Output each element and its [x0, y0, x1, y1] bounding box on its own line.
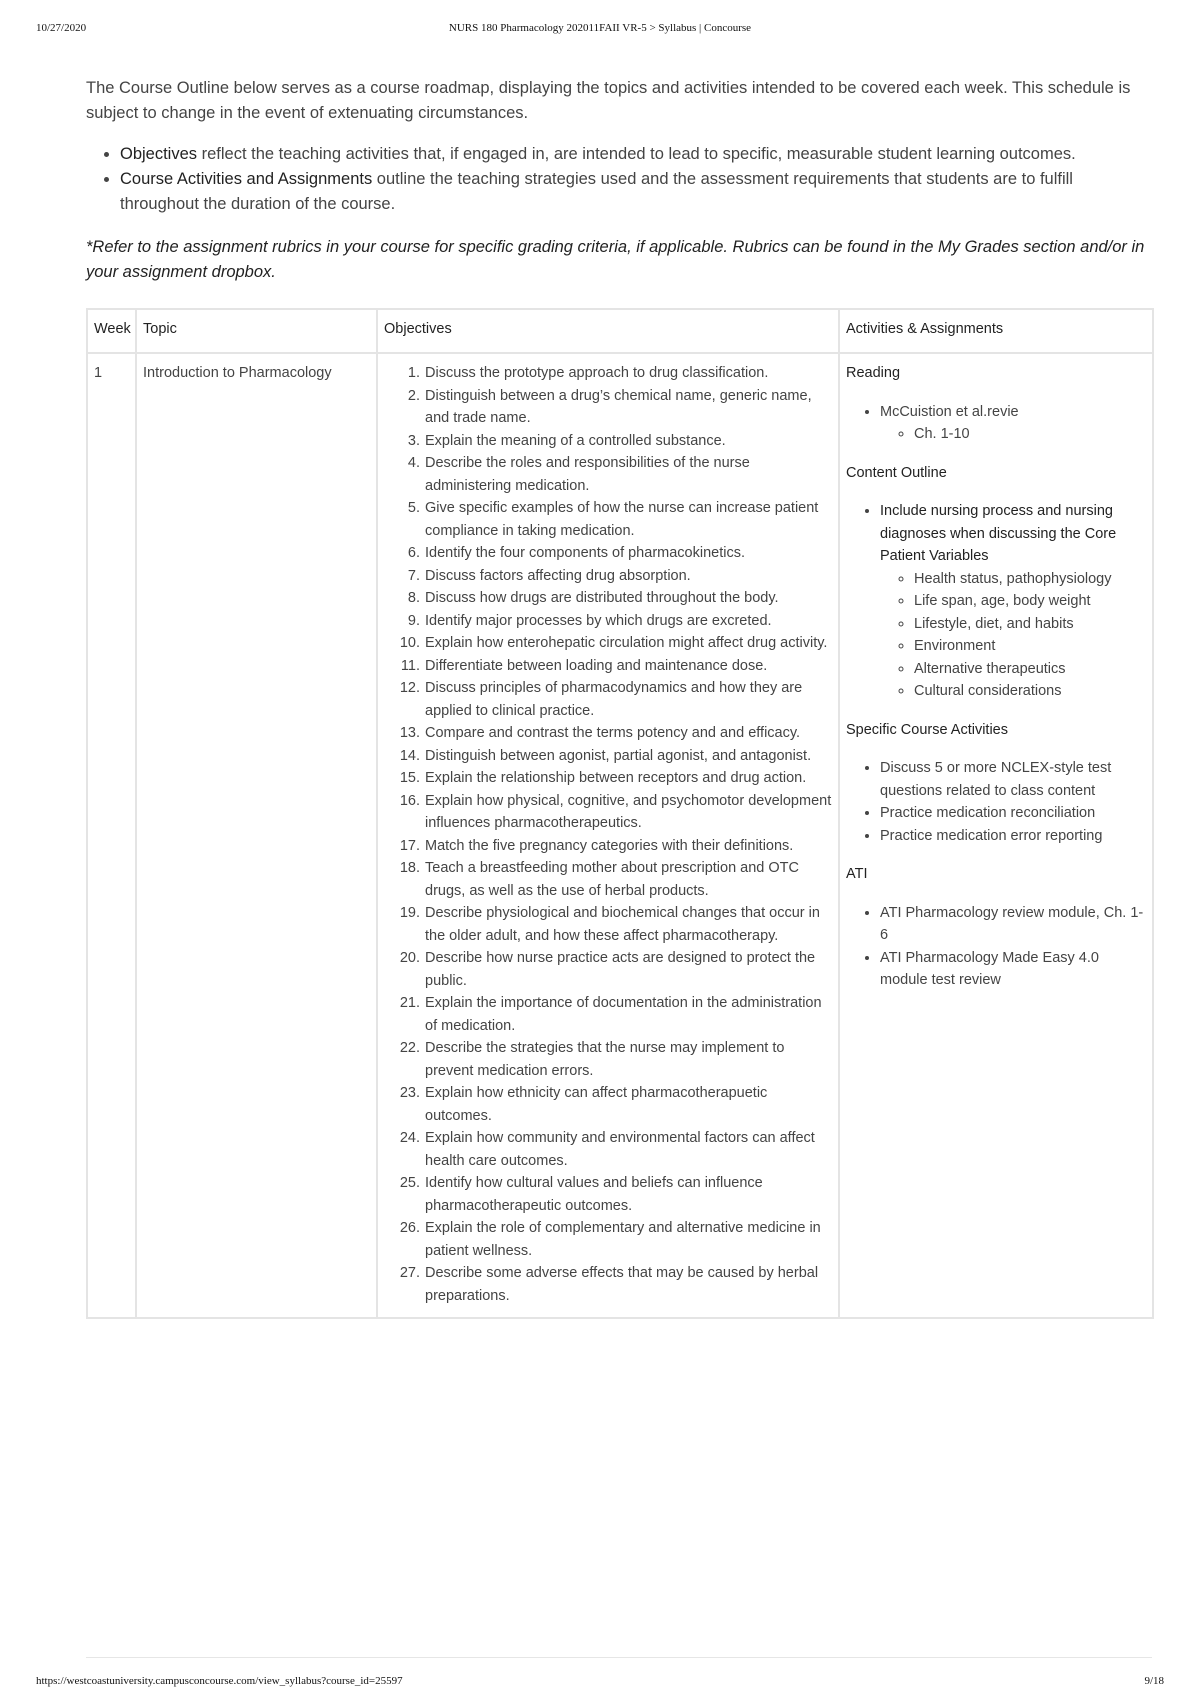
- list-item: • ATI Pharmacology review module, Ch. 1-6: [880, 902, 1146, 947]
- header-activities: Activities & Assignments: [839, 309, 1153, 353]
- ati-list: [846, 902, 1146, 992]
- week-cell: 1: [87, 353, 136, 1318]
- objective-item: 3. Explain the meaning of a controlled substance.: [424, 430, 832, 453]
- content-outline-item: Include nursing process and nursing diagnoses when discussing the Core Patient Variables: [880, 503, 1117, 564]
- objective-item: 23. Explain how ethnicity can affect pharmacotherapuetic outcomes.: [424, 1082, 832, 1127]
- objective-item: 27. Describe some adverse effects that may be caused by herbal preparations.: [424, 1262, 832, 1307]
- list-item: ◦ Cultural considerations: [914, 680, 1146, 703]
- table-row: [87, 353, 1153, 1318]
- objective-item: 22. Describe the strategies that the nurse may implement to prevent medication errors.: [424, 1037, 832, 1082]
- list-item: • Practice medication reconciliation: [880, 802, 1146, 825]
- objective-item: 13. Compare and contrast the terms potency and and efficacy.: [424, 722, 832, 745]
- intro-bullet-text: outline the teaching strategies used and the assessment requirements that students are to fulfill throughout the duration of the course.: [120, 170, 1073, 213]
- objective-item: 21. Explain the importance of documentation in the administration of medication.: [424, 992, 832, 1037]
- objective-item: 18. Teach a breastfeeding mother about prescription and OTC drugs, as well as the use of herbal products.: [424, 857, 832, 902]
- intro-bullet-activities: [120, 167, 1152, 217]
- objective-item: 26. Explain the role of complementary and alternative medicine in patient wellness.: [424, 1217, 832, 1262]
- rubric-note: *Refer to the assignment rubrics in your course for specific grading criteria, if applicable. Rubrics can be found in the My Grades section and/or in your assignment dropbox.: [86, 238, 1145, 281]
- intro-bullet-text: reflect the teaching activities that, if engaged in, are intended to lead to specific, measurable student learning outcomes.: [197, 145, 1076, 163]
- header-objectives: Objectives: [377, 309, 839, 353]
- intro-bullet-term: Objectives: [120, 145, 198, 163]
- core-variables-list: [880, 568, 1146, 703]
- list-item: • Discuss 5 or more NCLEX-style test questions related to class content: [880, 757, 1146, 802]
- objective-item: 16. Explain how physical, cognitive, and psychomotor development influences pharmacotherapeutics.: [424, 790, 832, 835]
- list-item: [880, 401, 1146, 446]
- objective-item: 12. Discuss principles of pharmacodynamics and how they are applied to clinical practice.: [424, 677, 832, 722]
- print-date: 10/27/2020: [36, 22, 87, 34]
- ati-heading: ATI: [846, 866, 868, 882]
- objective-item: 20. Describe how nurse practice acts are designed to protect the public.: [424, 947, 832, 992]
- print-url: https://westcoastuniversity.campusconcourse.com/view_syllabus?course_id=25597: [36, 1675, 403, 1687]
- list-item: ◦ Lifestyle, diet, and habits: [914, 613, 1146, 636]
- intro-bullet-term: Course Activities and Assignments: [120, 170, 373, 188]
- objectives-list: [384, 362, 832, 1307]
- content-outline-list: [846, 500, 1146, 703]
- objective-item: 14. Distinguish between agonist, partial agonist, and antagonist.: [424, 745, 832, 768]
- syllabus-content: [86, 76, 1152, 1304]
- list-item: ◦ Alternative therapeutics: [914, 658, 1146, 681]
- list-item: ◦ Life span, age, body weight: [914, 590, 1146, 613]
- specific-activities-list: [846, 757, 1146, 847]
- activities-cell: [839, 353, 1153, 1318]
- reading-chapters: ◦ Ch. 1-10: [914, 423, 1146, 446]
- course-outline-table: [86, 308, 1154, 1319]
- course-outline-intro: The Course Outline below serves as a course roadmap, displaying the topics and activities intended to be covered each week. This schedule is subject to change in the event of extenuating circumstances.: [86, 79, 1131, 122]
- intro-bullet-objectives: [120, 142, 1152, 167]
- header-topic: Topic: [136, 309, 377, 353]
- objective-item: 24. Explain how community and environmental factors can affect health care outcomes.: [424, 1127, 832, 1172]
- objective-item: 6. Identify the four components of pharmacokinetics.: [424, 542, 832, 565]
- reading-list: [846, 401, 1146, 446]
- print-header: [36, 22, 1164, 38]
- objectives-cell: [377, 353, 839, 1318]
- reading-item: McCuistion et al.revie: [880, 403, 1019, 420]
- list-item: • Practice medication error reporting: [880, 825, 1146, 848]
- list-item: [880, 500, 1146, 703]
- objective-item: 4. Describe the roles and responsibilities of the nurse administering medication.: [424, 452, 832, 497]
- reading-sub-list: [880, 423, 1146, 446]
- objective-item: 9. Identify major processes by which drugs are excreted.: [424, 610, 832, 633]
- list-item: • ATI Pharmacology Made Easy 4.0 module test review: [880, 947, 1146, 992]
- objective-item: 17. Match the five pregnancy categories with their definitions.: [424, 835, 832, 858]
- objective-item: 10. Explain how enterohepatic circulation might affect drug activity.: [424, 632, 832, 655]
- topic-cell: Introduction to Pharmacology: [136, 353, 377, 1318]
- objective-item: 2. Distinguish between a drug’s chemical name, generic name, and trade name.: [424, 385, 832, 430]
- print-page-number: 9/18: [1144, 1675, 1164, 1687]
- objective-item: 8. Discuss how drugs are distributed throughout the body.: [424, 587, 832, 610]
- objective-item: 15. Explain the relationship between receptors and drug action.: [424, 767, 832, 790]
- objective-item: 5. Give specific examples of how the nurse can increase patient compliance in taking medication.: [424, 497, 832, 542]
- list-item: ◦ Environment: [914, 635, 1146, 658]
- intro-bullet-list: [86, 142, 1152, 217]
- objective-item: 25. Identify how cultural values and beliefs can influence pharmacotherapeutic outcomes.: [424, 1172, 832, 1217]
- specific-activities-heading: Specific Course Activities: [846, 721, 1008, 738]
- header-week: Week: [87, 309, 136, 353]
- list-item: ◦ Health status, pathophysiology: [914, 568, 1146, 591]
- objective-item: 11. Differentiate between loading and maintenance dose.: [424, 655, 832, 678]
- content-outline-heading: Content Outline: [846, 464, 947, 481]
- print-footer: [36, 1675, 1164, 1691]
- objective-item: 19. Describe physiological and biochemical changes that occur in the older adult, and how these affect pharmacotherapy.: [424, 902, 832, 947]
- reading-heading: Reading: [846, 365, 901, 381]
- objective-item: 7. Discuss factors affecting drug absorption.: [424, 565, 832, 588]
- table-header-row: [87, 309, 1153, 353]
- objective-item: 1. Discuss the prototype approach to drug classification.: [424, 362, 832, 385]
- footer-divider: [86, 1657, 1152, 1658]
- print-page-title: NURS 180 Pharmacology 202011FAII VR-5 > Syllabus | Concourse: [448, 22, 752, 34]
